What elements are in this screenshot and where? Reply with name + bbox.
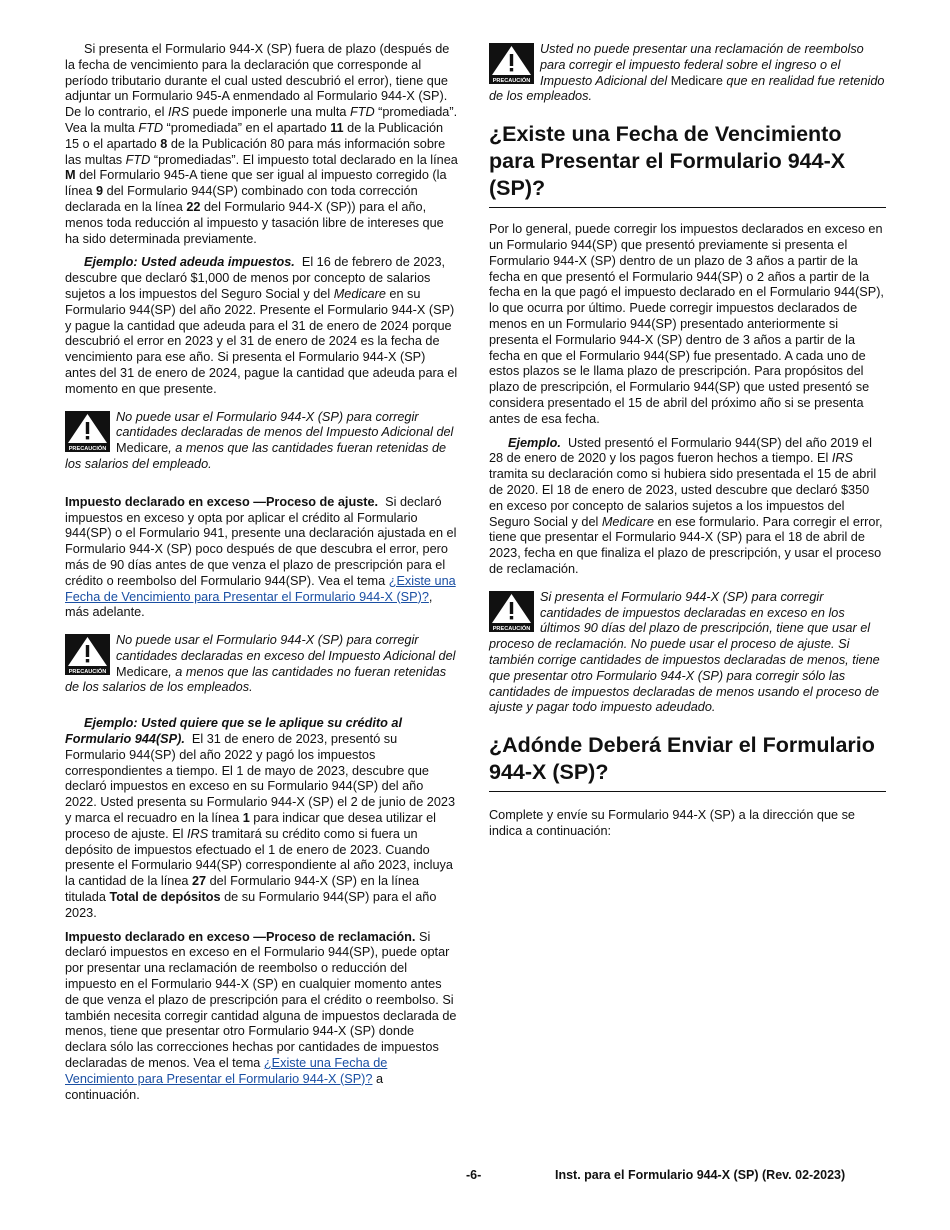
- due-date-link[interactable]: ¿Existe una Fecha de Vencimiento para Presentar el Formulario 944-X (SP)?: [65, 573, 456, 604]
- page-number: -6-: [466, 1168, 482, 1182]
- where-to-file-paragraph: Complete y envíe su Formulario 944-X (SP) a la dirección que se indica a continuación:: [489, 808, 855, 838]
- claim-process-paragraph: Impuesto declarado en exceso —Proceso de reclamación. Si declaró impuestos en exceso en el Formulario 944(SP), puede optar por presentar una reclamación de reembolso o reducción del impuesto en el Formulario 944-X (SP) en cualquier momento antes de que venza el plazo de prescripción para el crédito o reembolso. Si también necesita corregir cantidad alguna de impuestos declarada de menos, tiene que presentar otro Formulario 944-X (SP) donde declara sólo las correcciones hechas por cantidades de impuestos declaradas de menos. Vea el tema ¿Existe una Fecha de Vencimiento para Presentar el Formulario 944-X (SP)? a continuación.: [65, 929, 457, 1102]
- caution-icon: [489, 591, 534, 632]
- adjustment-process-paragraph: Impuesto declarado en exceso —Proceso de ajuste. Si declaró impuestos en exceso y opta por aplicar el crédito al Formulario 944(SP) o el Formulario 941, presente una declaración ajustada en el Formulario 944-X (SP) poco después de que descubra el error, pero más de 90 días antes de que venza el plazo de prescripción para el crédito o reembolso del Formulario 944(SP). Vea el tema ¿Existe una Fecha de Vencimiento para Presentar el Formulario 944-X (SP)?, más adelante.: [65, 494, 457, 620]
- svg-text:PRECAUCIÓN: PRECAUCIÓN: [68, 669, 107, 676]
- due-date-link[interactable]: ¿Existe una Fecha de Vencimiento para Presentar el Formulario 944-X (SP)?: [65, 1056, 388, 1086]
- example-owe-tax: Ejemplo: Usted adeuda impuestos. El 16 de febrero de 2023, descubre que declaró $1,000 de menos por concepto de salarios sujetos a los impuestos del Seguro Social y del Medicare en su Formulario 944(SP) del año 2022. Presente el Formulario 944-X (SP) y pague la cantidad que adeuda para el 31 de enero de 2024 porque descubrió el error en 2023 y el 31 de enero de 2024 es la fecha de vencimiento para ese año. Si presenta el Formulario 944-X (SP) antes del 31 de enero de 2024, pague la cantidad que adeuda para el momento en que presente.: [65, 255, 458, 396]
- section-heading-where-to-file: ¿Adónde Deberá Enviar el Formulario 944-X (SP)?: [489, 732, 886, 792]
- section-heading-due-date: ¿Existe una Fecha de Vencimiento para Presentar el Formulario 944-X (SP)?: [489, 121, 886, 208]
- svg-text:PRECAUCIÓN: PRECAUCIÓN: [492, 78, 531, 84]
- example-apply-credit: Ejemplo: Usted quiere que se le aplique su crédito al Formulario 944(SP). El 31 de enero de 2023, presentó su Formulario 944(SP) del año 2022 y pagó los impuestos correspondientes a tiempo. El 1 de mayo de 2023, descubre que declaró impuestos en exceso en su Formulario 944(SP) del año 2022. Usted presenta su Formulario 944-X (SP) el 2 de junio de 2023 y marca el recuadro en la línea 1 para indicar que desea utilizar el proceso de ajuste. El IRS tramitará su crédito como si fuera un depósito de impuestos efectuado el 1 de enero de 2023. Cuando presente el Formulario 944(SP) correspondiente al año 2023, incluya la cantidad de la línea 27 del Formulario 944-X (SP) en la línea titulada Total de depósitos de su Formulario 944(SP) para el año 2023.: [65, 716, 456, 920]
- right-column: [489, 42, 886, 840]
- left-column: [65, 42, 458, 1103]
- caution-icon: [65, 411, 110, 452]
- caution-note: PRECAUCIÓN No puede usar el Formulario 944-X (SP) para corregir cantidades declaradas en exceso del Impuesto Adicional del Medicare, a menos que las cantidades no fueran retenidas de los salarios de los empleados.: [65, 633, 456, 695]
- svg-text:PRECAUCIÓN: PRECAUCIÓN: [68, 445, 107, 452]
- example-due-date: Ejemplo. Usted presentó el Formulario 944(SP) del año 2019 el 28 de enero de 2020 y los pagos fueron hechos a tiempo. El IRS tramita su declaración como si hubiera sido presentada el 15 de abril de 2020. El 18 de enero de 2023, usted descubre que declaró $350 en exceso por concepto de salarios sujetos a los impuestos del Seguro Social y del Medicare en ese formulario. Para corregir el error, tiene que presentar el Formulario 944-X (SP) para el 18 de abril de 2023, fecha en que finaliza el plazo de prescripción, y usar el proceso de reclamación.: [489, 435, 883, 576]
- late-filing-paragraph: Si presenta el Formulario 944-X (SP) fuera de plazo (después de la fecha de vencimiento para la declaración que corresponde al período tributario durante el cual usted descubrió el error), tiene que adjuntar un Formulario 945-A enmendado al Formulario 944-X (SP). De lo contrario, el IRS puede imponerle una multa FTD “promediada”. Vea la multa FTD “promediada” en el apartado 11 de la Publicación 15 o el apartado 8 de la Publicación 80 para más información sobre las multas FTD “promediadas”. El impuesto total declarado en la línea M del Formulario 945-A tiene que ser igual al impuesto corregido (la línea 9 del Formulario 944(SP) combinado con toda corrección declarada en la línea 22 del Formulario 944-X (SP)) para el año, menos toda reducción al impuesto y tasación libre de intereses que ha sido determinada previamente.: [65, 42, 458, 246]
- footer-title: Inst. para el Formulario 944-X (SP) (Rev. 02-2023): [555, 1168, 846, 1182]
- caution-icon: [489, 43, 534, 84]
- caution-note: PRECAUCIÓN Si presenta el Formulario 944-X (SP) para corregir cantidades de impuestos declaradas en exceso en los últimos 90 días del plazo de prescripción, tiene que usar el proceso de reclamación. No puede usar el proceso de ajuste. Si también corrige cantidades de impuestos declaradas de menos, tiene que presentar otro Formulario 944-X (SP) para corregir sólo las cantidades de impuestos declaradas de menos usando el proceso de ajuste y pagar todo impuesto adeudado.: [489, 589, 880, 715]
- caution-note: PRECAUCIÓN No puede usar el Formulario 944-X (SP) para corregir cantidades declaradas de menos del Impuesto Adicional del Medicare, a menos que las cantidades fueran retenidas de los salarios del empleado.: [65, 409, 454, 471]
- due-date-paragraph: Por lo general, puede corregir los impuestos declarados en exceso en un Formulario 944(SP) que presentó previamente si presenta el Formulario 944-X (SP) dentro de un plazo de 3 años a partir de la fecha en que presentó el Formulario 944(SP) o 2 años a partir de la fecha en la que pagó el impuesto declarado en el Formulario 944(SP), lo que ocurra por último. Puede corregir impuestos declarados de menos en un Formulario 944(SP) presentado anteriormente si presenta el Formulario 944-X (SP) dentro de 3 años a partir de la fecha en que el Formulario 944(SP) fue presentado. A cada uno de estos plazos se le llama plazo de prescripción. Para propósitos del plazo de prescripción, el Formulario 944(SP) que usted presentó se considera presentado el 15 de abril del próximo año si se presenta antes de esa fecha.: [489, 222, 884, 426]
- caution-note: PRECAUCIÓN Usted no puede presentar una reclamación de reembolso para corregir el impuesto federal sobre el ingreso o el Impuesto Adicional del Medicare que en realidad fue retenido de los empleados.: [489, 42, 885, 104]
- svg-text:PRECAUCIÓN: PRECAUCIÓN: [492, 625, 531, 632]
- caution-icon: [65, 634, 110, 675]
